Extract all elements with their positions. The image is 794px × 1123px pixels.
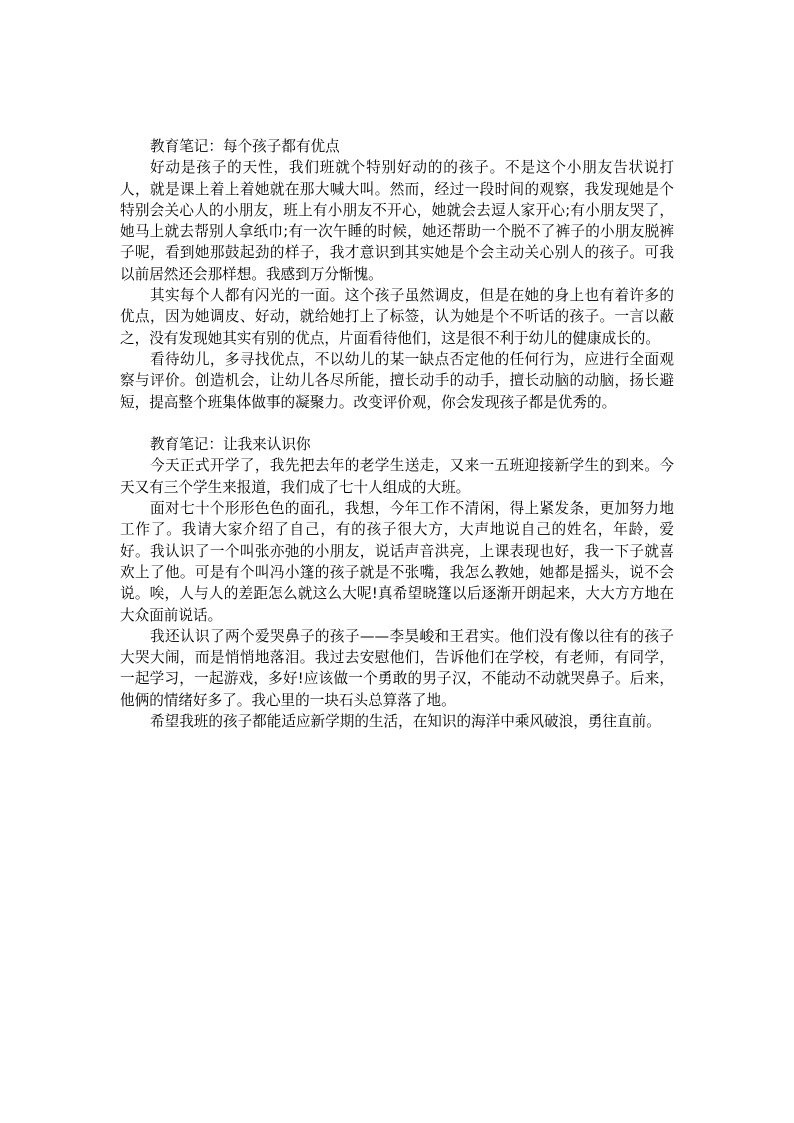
paragraph: 面对七十个形形色色的面孔，我想，今年工作不清闲，得上紧发条，更加努力地工作了。我请大家介绍了自己，有的孩子很大方，大声地说自己的姓名，年龄，爱好。我认识了一个叫张亦弛的小朋友，说话声音洪亮，上课表现也好，我一下子就喜欢上了他。可是有个叫冯小篷的孩子就是不张嘴，我怎么教她，她都是摇头，说不会说。唉，人与人的差距怎么就这么大呢!真希望晓篷以后逐渐开朗起来，大大方方地在大众面前说话。 [120, 500, 674, 624]
paragraph: 今天正式开学了，我先把去年的老学生送走，又来一五班迎接新学生的到来。今天又有三个学生来报道，我们成了七十人组成的大班。 [120, 457, 674, 496]
paragraph: 其实每个人都有闪光的一面。这个孩子虽然调皮，但是在她的身上也有着许多的优点，因为她调皮、好动，就给她打上了标签，认为她是个不听话的孩子。一言以蔽之，没有发现她其实有别的优点，片面看待他们，这是很不利于幼儿的健康成长的。 [120, 287, 674, 347]
section-title: 教育笔记：每个孩子都有优点 [150, 138, 340, 155]
document-body [120, 136, 674, 732]
paragraph: 我还认识了两个爱哭鼻子的孩子——李昊峻和王君实。他们没有像以往有的孩子大哭大闹，而是悄悄地落泪。我过去安慰他们，告诉他们在学校，有老师，有同学，一起学习，一起游戏，多好!应该做一个勇敢的男子汉，不能动不动就哭鼻子。后来，他俩的情绪好多了。我心里的一块石头总算落了地。 [120, 627, 674, 709]
paragraph: 希望我班的孩子都能适应新学期的生活，在知识的海洋中乘风破浪，勇往直前。 [150, 713, 661, 731]
note-section-2 [120, 434, 674, 732]
paragraph: 看待幼儿，多寻找优点，不以幼儿的某一缺点否定他的任何行为，应进行全面观察与评价。创造机会，让幼儿各尽所能，擅长动手的动手，擅长动脑的动脑，扬长避短，提高整个班集体做事的凝聚力。改变评价观，你会发现孩子都是优秀的。 [120, 350, 674, 411]
section-title: 教育笔记：让我来认识你 [150, 436, 311, 454]
paragraph: 好动是孩子的天性，我们班就个特别好动的的孩子。不是这个小朋友告状说打人，就是课上着上着她就在那大喊大叫。然而，经过一段时间的观察，我发现她是个特别会关心人的小朋友，班上有小朋友不开心，她就会去逗人家开心;有小朋友哭了，她马上就去帮别人拿纸巾;有一次午睡的时候，她还帮助一个脱不了裤子的小朋友脱裤子呢，看到她那鼓起劲的样子，我才意识到其实她是个会主动关心别人的孩子。可我以前居然还会那样想。我感到万分惭愧。 [120, 159, 674, 283]
note-section-1 [120, 136, 674, 413]
